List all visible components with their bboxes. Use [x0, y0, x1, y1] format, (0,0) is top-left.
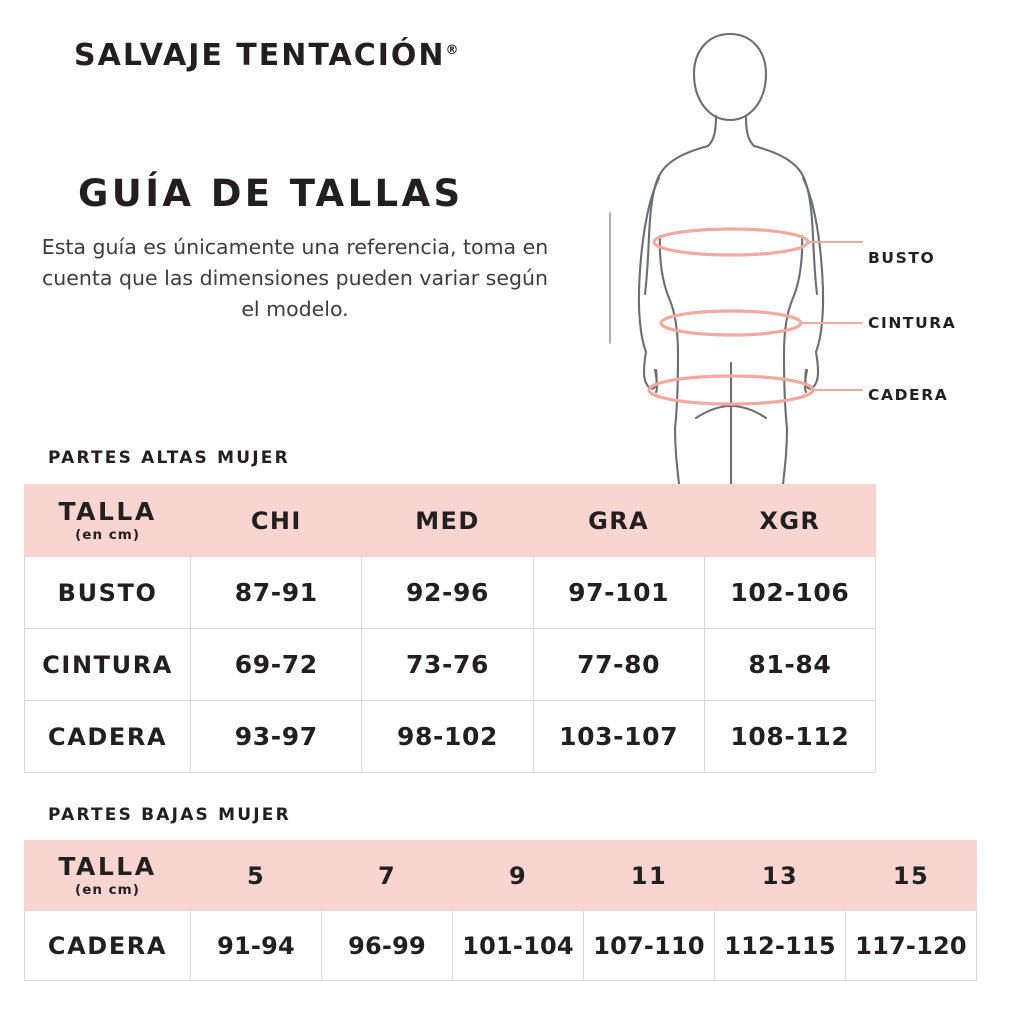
column-header: 7 — [322, 841, 453, 911]
table-row — [25, 701, 876, 773]
table-row — [25, 911, 977, 981]
corner-label: TALLA — [58, 852, 157, 882]
column-header: 13 — [715, 841, 846, 911]
column-header: MED — [362, 485, 533, 557]
row-label: CADERA — [25, 911, 191, 981]
table-corner-cell — [25, 485, 191, 557]
registered-mark-icon: ® — [445, 43, 459, 58]
column-header: 11 — [584, 841, 715, 911]
table-cell: 87-91 — [191, 557, 362, 629]
table-cell: 96-99 — [322, 911, 453, 981]
table-cell: 101-104 — [453, 911, 584, 981]
section-caption-lower: PARTES BAJAS MUJER — [48, 805, 291, 825]
column-header: XGR — [704, 485, 875, 557]
table-row — [25, 557, 876, 629]
table-cell: 97-101 — [533, 557, 704, 629]
table-cell: 69-72 — [191, 629, 362, 701]
table-cell: 103-107 — [533, 701, 704, 773]
table-cell: 117-120 — [846, 911, 977, 981]
table-cell: 102-106 — [704, 557, 875, 629]
table-cell: 108-112 — [704, 701, 875, 773]
row-label: CADERA — [25, 701, 191, 773]
table-header-row — [25, 841, 977, 911]
row-label: CINTURA — [25, 629, 191, 701]
column-header: 5 — [191, 841, 322, 911]
table-header-row — [25, 485, 876, 557]
column-header: 15 — [846, 841, 977, 911]
body-diagram — [600, 18, 1010, 488]
table-cell: 98-102 — [362, 701, 533, 773]
corner-unit: (en cm) — [75, 526, 141, 543]
upper-size-table — [24, 484, 876, 773]
label-cintura: CINTURA — [868, 314, 957, 332]
bust-band — [654, 229, 808, 255]
page-description: Esta guía es únicamente una referencia, toma en cuenta que las dimensiones pueden variar según el modelo. — [41, 235, 549, 321]
section-caption-upper: PARTES ALTAS MUJER — [48, 448, 290, 468]
lower-size-table — [24, 840, 977, 981]
brand-name: SALVAJE TENTACIÓN — [74, 38, 446, 73]
row-label: BUSTO — [25, 557, 191, 629]
table-cell: 77-80 — [533, 629, 704, 701]
column-header: GRA — [533, 485, 704, 557]
table-cell: 73-76 — [362, 629, 533, 701]
corner-unit: (en cm) — [75, 881, 140, 898]
page-title: GUÍA DE TALLAS — [78, 172, 464, 215]
table-row — [25, 629, 876, 701]
table-cell: 91-94 — [191, 911, 322, 981]
label-busto: BUSTO — [868, 249, 936, 267]
column-header: 9 — [453, 841, 584, 911]
brand-logo — [74, 38, 459, 73]
waist-band — [661, 311, 801, 335]
table-cell: 92-96 — [362, 557, 533, 629]
table-cell: 93-97 — [191, 701, 362, 773]
label-cadera: CADERA — [868, 386, 949, 404]
column-header: CHI — [191, 485, 362, 557]
corner-label: TALLA — [58, 497, 157, 527]
table-cell: 112-115 — [715, 911, 846, 981]
table-corner-cell — [25, 841, 191, 911]
female-silhouette-icon — [600, 18, 1010, 488]
table-cell: 81-84 — [704, 629, 875, 701]
table-cell: 107-110 — [584, 911, 715, 981]
